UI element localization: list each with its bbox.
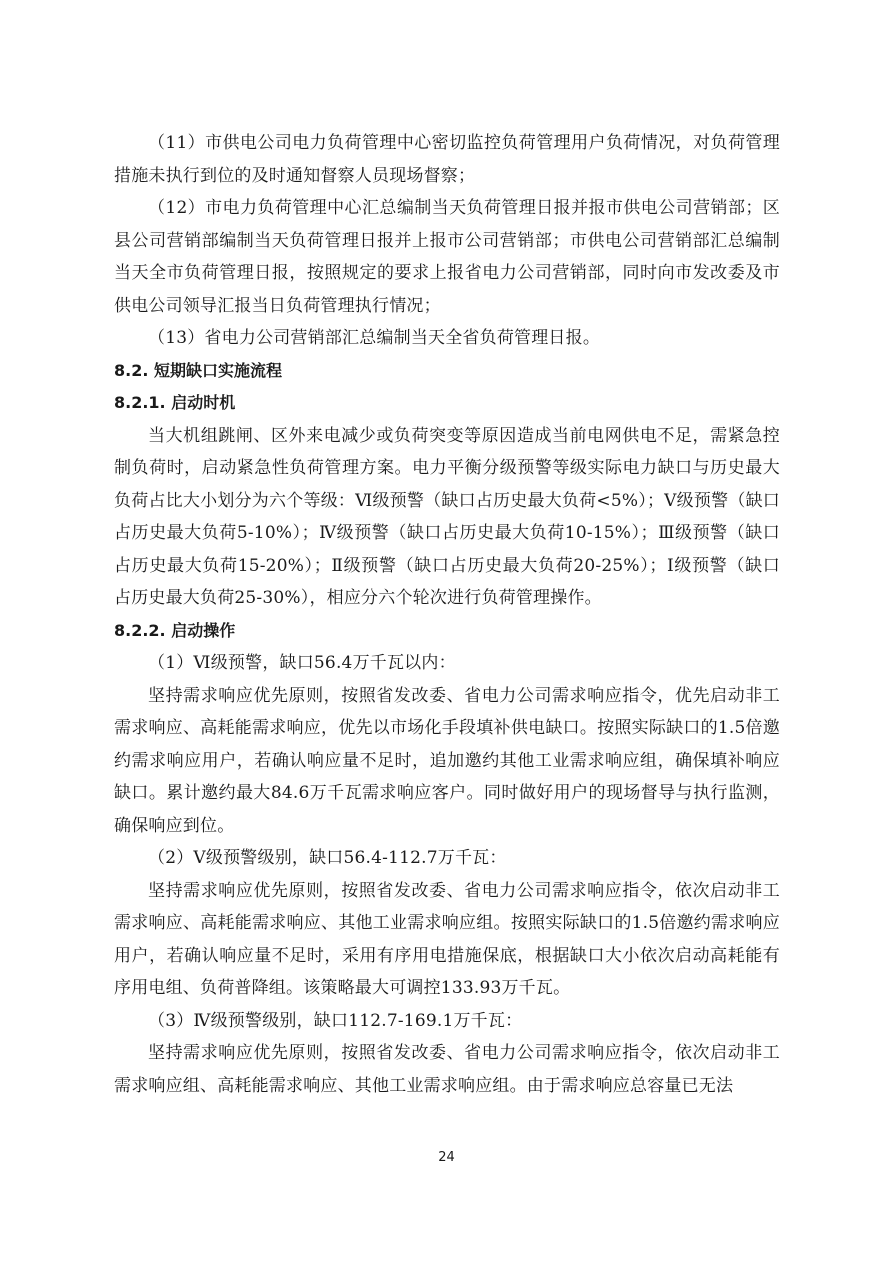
paragraph-start-timing: 当大机组跳闸、区外来电减少或负荷突变等原因造成当前电网供电不足，需紧急控制负荷时，启动紧急性负荷管理方案。电力平衡分级预警等级实际电力缺口与历史最大负荷占比大小划分为六个等级：Ⅵ级预警（缺口占历史最大负荷<5%）；Ⅴ级预警（缺口占历史最大负荷5-10%）；Ⅳ级预警（缺口占历史最大负荷10-15%）；Ⅲ级预警（缺口占历史最大负荷15-20%）；Ⅱ级预警（缺口占历史最大负荷20-25%）；Ⅰ级预警（缺口占历史最大负荷25-30%），相应分六个轮次进行负荷管理操作。 [114,425,780,608]
document-body [114,127,780,1102]
paragraph-level-6-body: 坚持需求响应优先原则，按照省发改委、省电力公司需求响应指令，优先启动非工需求响应、高耗能需求响应，优先以市场化手段填补供电缺口。按照实际缺口的1.5倍邀约需求响应用户，若确认响应量不足时，追加邀约其他工业需求响应组，确保填补响应缺口。累计邀约最大84.6万千瓦需求响应客户。同时做好用户的现场督导与执行监测，确保响应到位。 [114,685,780,836]
section-heading-8-2-1: 8.2.1. 启动时机 [114,393,236,412]
paragraph-13: （13）省电力公司营销部汇总编制当天全省负荷管理日报。 [148,328,601,348]
paragraph-level-4-title: （3）Ⅳ级预警级别，缺口112.7-169.1万千瓦： [148,1010,523,1031]
paragraph-level-4-body: 坚持需求响应优先原则，按照省发改委、省电力公司需求响应指令，依次启动非工需求响应组、高耗能需求响应、其他工业需求响应组。由于需求响应总容量已无法 [114,1043,780,1096]
section-heading-8-2-2: 8.2.2. 启动操作 [114,620,236,640]
paragraph-level-5-title: （2）Ⅴ级预警级别，缺口56.4-112.7万千瓦： [148,848,507,868]
paragraph-level-6-title: （1）Ⅵ级预警，缺口56.4万千瓦以内： [148,653,456,673]
paragraph-11: （11）市供电公司电力负荷管理中心密切监控负荷管理用户负荷情况，对负荷管理措施未执行到位的及时通知督察人员现场督察； [114,133,780,186]
paragraph-12: （12）市电力负荷管理中心汇总编制当天负荷管理日报并报市供电公司营销部；区县公司营销部编制当天负荷管理日报并上报市公司营销部；市供电公司营销部汇总编制当天全市负荷管理日报，按照规定的要求上报省电力公司营销部，同时向市发改委及市供电公司领导汇报当日负荷管理执行情况； [114,198,780,316]
section-heading-8-2: 8.2. 短期缺口实施流程 [114,360,282,380]
page-number: 24 [438,1150,455,1165]
paragraph-level-5-body: 坚持需求响应优先原则，按照省发改委、省电力公司需求响应指令，依次启动非工需求响应、高耗能需求响应、其他工业需求响应组。按照实际缺口的1.5倍邀约需求响应用户，若确认响应量不足时，采用有序用电措施保底，根据缺口大小依次启动高耗能有序用电组、负荷普降组。该策略最大可调控133.93万千瓦。 [114,880,780,998]
